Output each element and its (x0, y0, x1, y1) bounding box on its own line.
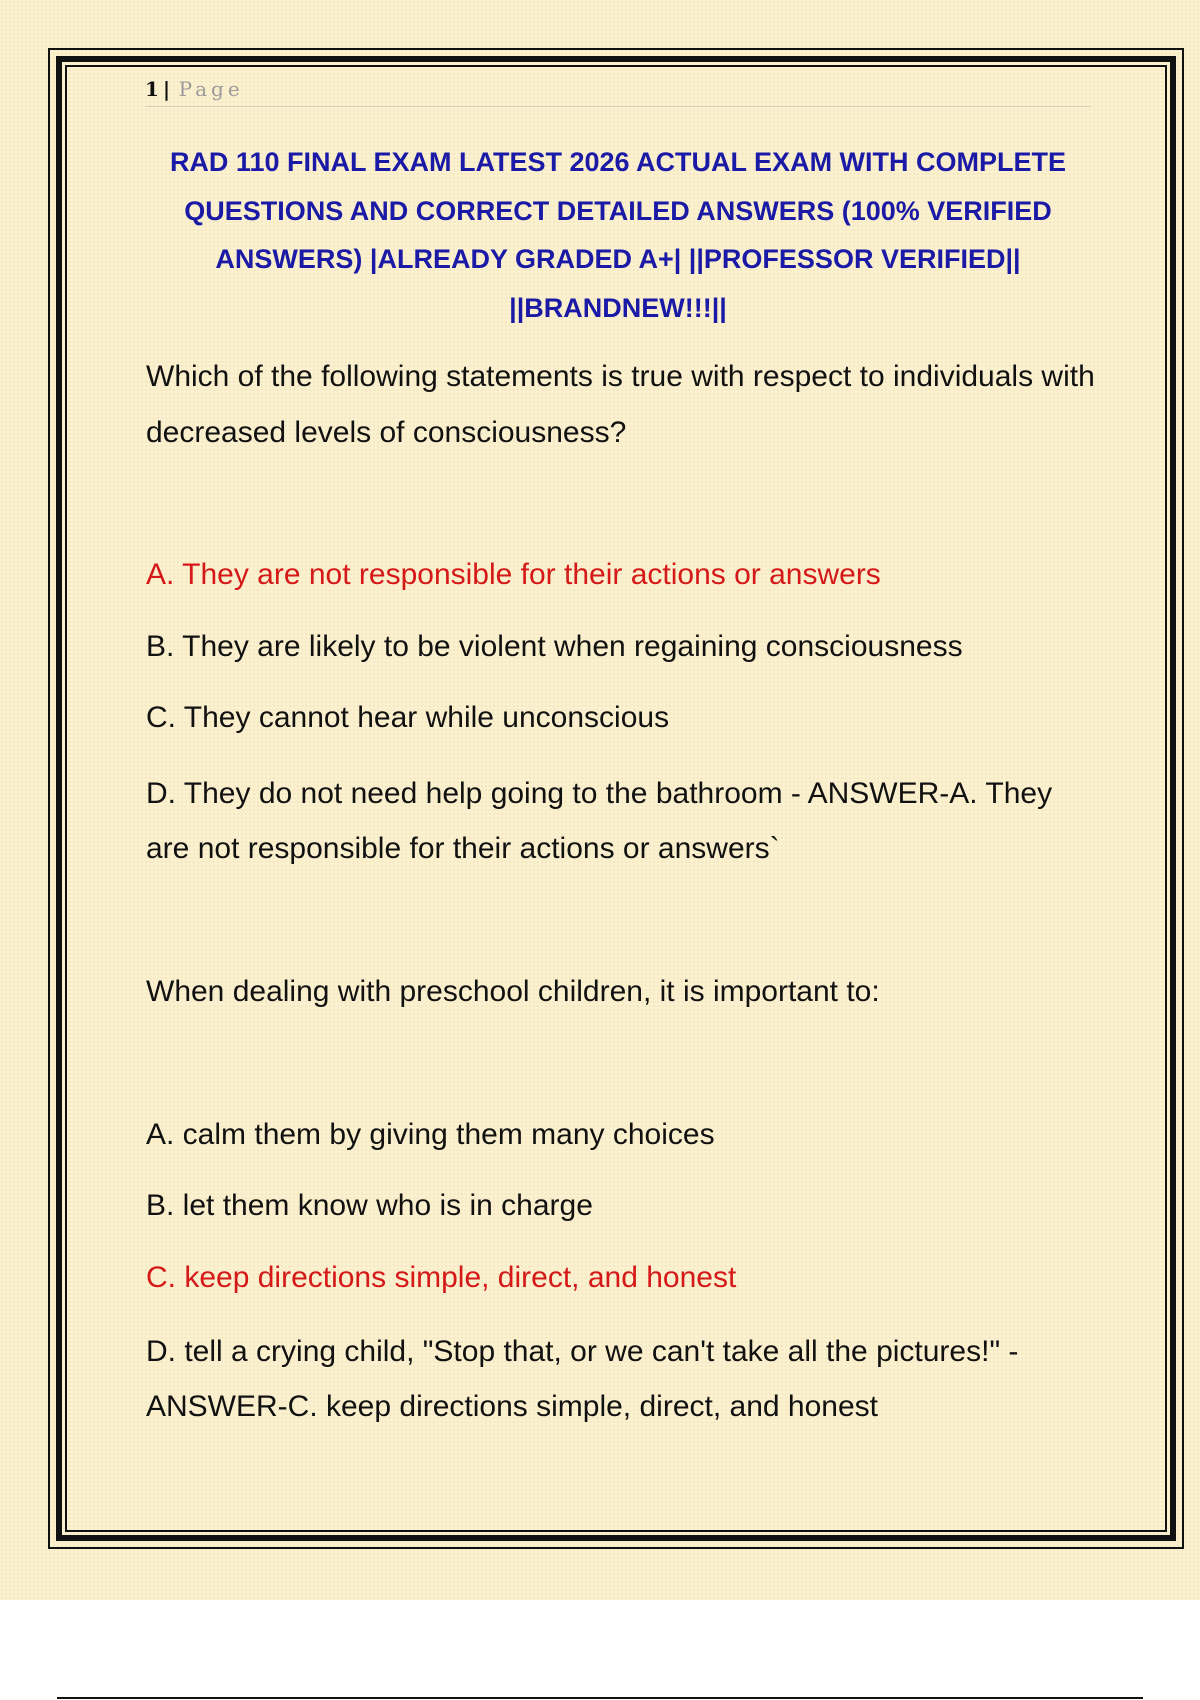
footer-divider (57, 1697, 1143, 1699)
question-1-prompt: Which of the following statements is true with respect to individuals with decreased levels of consciousness? (146, 360, 1095, 449)
question-1-option-d-answer: D. They do not need help going to the bathroom - ANSWER-A. They are not responsible for their actions or answers` (146, 777, 1053, 865)
question-2-option-b: B. let them know who is in charge (146, 1189, 593, 1222)
page-number: 1 (145, 77, 159, 101)
question-2-option-c-correct: C. keep directions simple, direct, and honest (146, 1261, 737, 1294)
page-header (145, 74, 1091, 107)
question-2-option-a: A. calm them by giving them many choices (146, 1118, 715, 1151)
question-2-prompt: When dealing with preschool children, it is important to: (146, 975, 880, 1008)
question-1-option-b: B. They are likely to be violent when regaining consciousness (146, 630, 963, 663)
question-1-option-c: C. They cannot hear while unconscious (146, 701, 670, 734)
question-1-option-a-correct: A. They are not responsible for their actions or answers (146, 558, 881, 591)
question-2-option-d-answer: D. tell a crying child, "Stop that, or we can't take all the pictures!" - ANSWER-C. keep directions simple, direct, and honest (146, 1335, 1019, 1423)
page-header-separator: | (162, 77, 171, 101)
page-label: Page (178, 77, 244, 101)
document-title: RAD 110 FINAL EXAM LATEST 2026 ACTUAL EXAM WITH COMPLETE QUESTIONS AND CORRECT DETAILED ANSWERS (100% VERIFIED ANSWERS) |ALREADY GRADED A+| ||PROFESSOR VERIFIED|| ||BRANDNEW!!!|| (169, 147, 1067, 323)
